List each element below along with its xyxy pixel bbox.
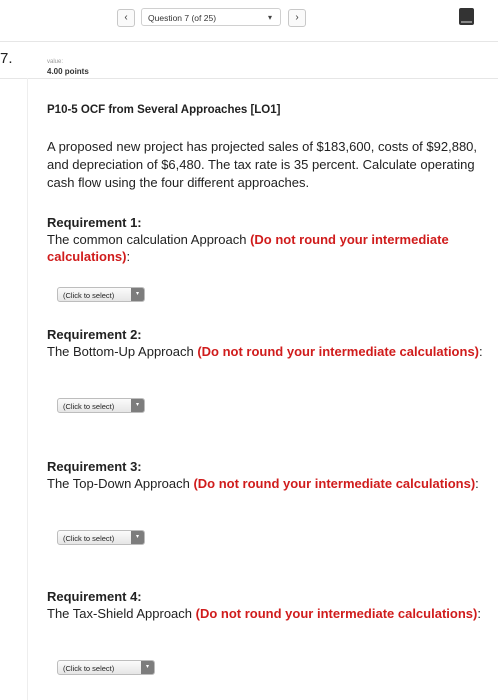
chevron-down-icon: ▾ xyxy=(131,531,144,544)
requirement-heading: Requirement 3: xyxy=(47,459,142,474)
question-number: 7. xyxy=(0,50,13,67)
requirement-3-select[interactable] xyxy=(57,530,145,545)
requirement-heading: Requirement 4: xyxy=(47,589,142,604)
select-label: (Click to select) xyxy=(63,664,115,673)
chevron-down-icon: ▾ xyxy=(141,661,154,674)
select-label: (Click to select) xyxy=(63,402,115,411)
chevron-down-icon: ▾ xyxy=(131,288,144,301)
next-question-button[interactable] xyxy=(288,9,306,27)
chevron-left-icon: ‹ xyxy=(124,12,128,23)
requirement-heading: Requirement 1: xyxy=(47,215,142,230)
question-selector-label: Question 7 (of 25) xyxy=(148,13,217,23)
book-icon[interactable] xyxy=(459,8,474,25)
requirement-text: The Bottom-Up Approach xyxy=(47,344,198,359)
rounding-note: (Do not round your intermediate calculations) xyxy=(193,476,476,491)
requirement-1-select[interactable] xyxy=(57,287,145,302)
requirement-4 xyxy=(47,588,492,622)
requirement-description xyxy=(47,343,492,360)
select-label: (Click to select) xyxy=(63,291,115,300)
previous-question-button[interactable] xyxy=(117,9,135,27)
requirement-3 xyxy=(47,458,492,492)
requirement-heading: Requirement 2: xyxy=(47,327,142,342)
requirement-text: The Tax-Shield Approach xyxy=(47,606,196,621)
chevron-right-icon: › xyxy=(295,12,299,23)
value-label: value: xyxy=(47,59,64,65)
problem-title: P10-5 OCF from Several Approaches [LO1] xyxy=(47,104,281,116)
requirement-4-select[interactable] xyxy=(57,660,155,675)
requirement-colon: : xyxy=(479,344,483,359)
divider xyxy=(0,78,498,79)
select-label: (Click to select) xyxy=(63,534,115,543)
requirement-2 xyxy=(47,326,492,360)
requirement-colon: : xyxy=(126,249,131,264)
requirement-description xyxy=(47,231,492,265)
rounding-note: (Do not round your intermediate calculations) xyxy=(197,344,480,359)
requirement-text: The common calculation Approach xyxy=(47,232,251,247)
chevron-down-icon: ▾ xyxy=(131,399,144,412)
requirement-colon: : xyxy=(475,476,479,491)
requirement-1 xyxy=(47,214,492,265)
rounding-note: (Do not round your intermediate calculations) xyxy=(47,232,449,264)
points-value: 4.00 points xyxy=(47,67,89,76)
requirement-description xyxy=(47,475,492,492)
requirement-colon: : xyxy=(477,606,481,621)
question-navigation-bar xyxy=(0,0,498,38)
divider xyxy=(27,78,28,700)
requirement-description xyxy=(47,605,492,622)
requirement-text: The Top-Down Approach xyxy=(47,476,194,491)
divider xyxy=(0,41,498,42)
chevron-down-icon: ▾ xyxy=(267,13,272,22)
rounding-note: (Do not round your intermediate calculations) xyxy=(195,606,478,621)
question-selector[interactable] xyxy=(141,8,281,26)
problem-text: A proposed new project has projected sales of $183,600, costs of $92,880, and depreciation of $6,480. The tax rate is 35 percent. Calculate operating cash flow using the four different approaches. xyxy=(47,139,478,190)
requirement-2-select[interactable] xyxy=(57,398,145,413)
